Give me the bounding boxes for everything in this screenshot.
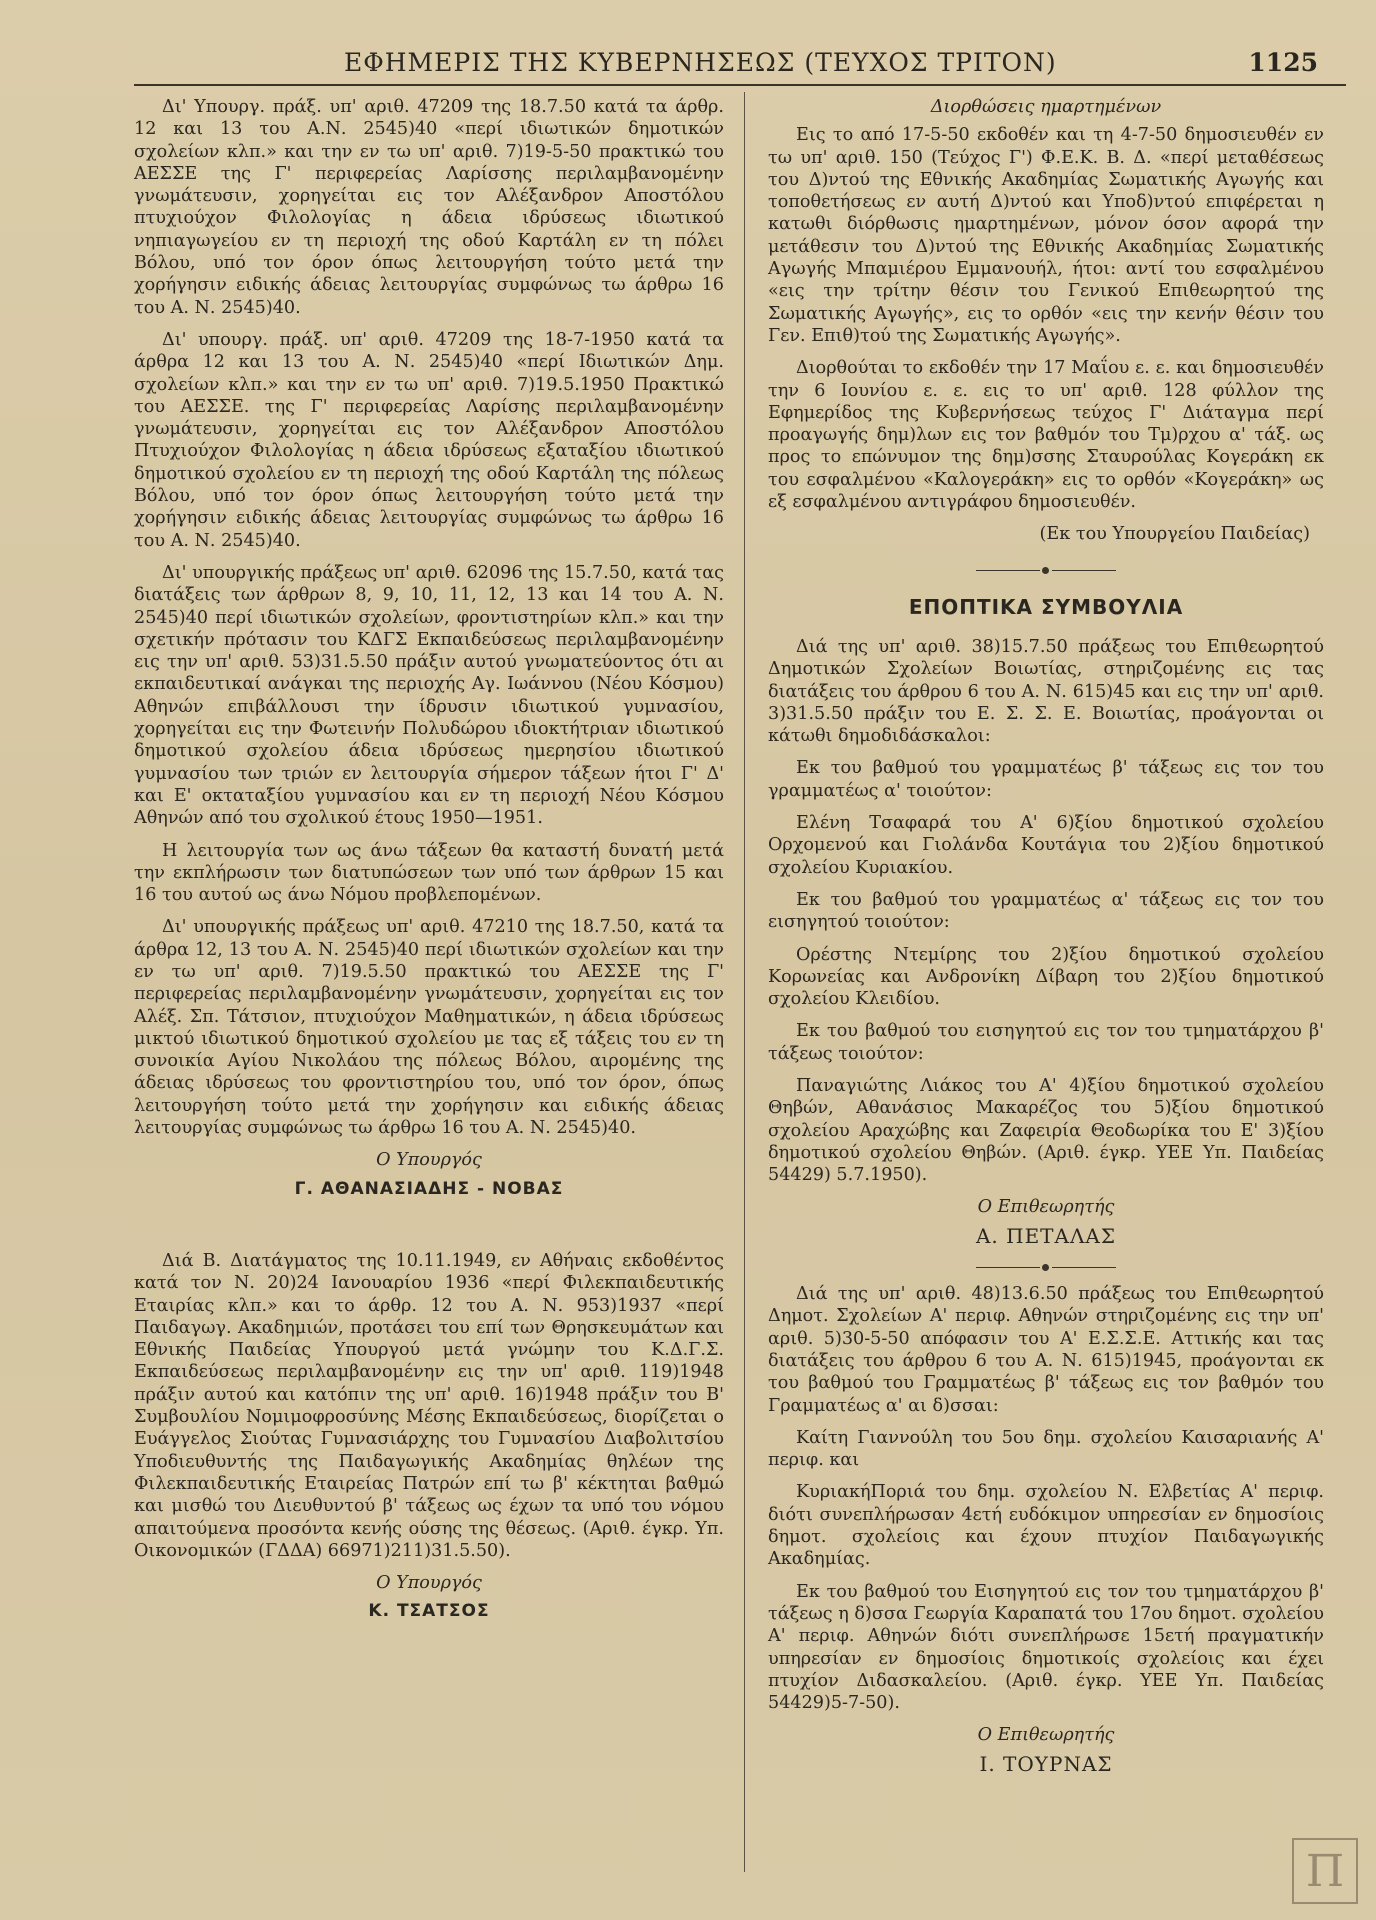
paragraph: Η λειτουργία των ως άνω τάξεων θα καταστή δυνατή μετά την εκπλήρωσιν των διατυπώσεων των υπό των άρθρων 15 και 16 του αυτού ως άνω Νόμου προβλεπομένων. — [134, 840, 724, 906]
spacer — [134, 1214, 724, 1250]
paragraph: ΚυριακήΠοριά του δημ. σχολείου Ν. Ελβετίας Α' περιφ. διότι συνεπλήρωσαν 4ετή ευδόκιμον υπηρεσίαν εν δημοσίοις δημοτ. σχολείοις και έχουν πτυχίον Παιδαγωγικής Ακαδημίας. — [768, 1482, 1324, 1570]
paragraph: Δι' υπουργικής πράξεως υπ' αριθ. 47210 της 18.7.50, κατά τα άρθρα 12, 13 του Α. Ν. 2545)40 περί ιδιωτικών σχολείων και την εν τω υπ' αριθ. 7)19.5.50 πρακτικώ του ΑΕΣΣΕ της Γ' περιφερείας περιλαμβανομένην γνωμάτευσιν, χορηγείται εις τον Αλέξ. Σπ. Τάτσιον, πτυχιούχον Μαθηματικών, η άδεια ιδρύσεως μικτού ιδιωτικού δημοτικού σχολείου με τας εξ τάξεις του εν τη συνοικία Αγίου Νικολάου της πόλεως Βόλου, αιρομένης της άδειας ιδρύσεως του φροντιστηρίου του, υπό τον όρον, όπως λειτουργήση τούτο μετά την χορήγησιν και ειδικής άδειας λειτουργίας συμφώνως τω άρθρω 16 του Α. Ν. 2545)40. — [134, 917, 724, 1139]
ornament-divider — [976, 564, 1116, 578]
signature-role: Ο Επιθεωρητής — [977, 1197, 1115, 1218]
section-heading: ΕΠΟΠΤΙΚΑ ΣΥΜΒΟΥΛΙΑ — [908, 594, 1184, 619]
page-number: 1125 — [1248, 48, 1318, 77]
signature-role: Ο Υπουργός — [376, 1573, 482, 1594]
signature-role: Ο Υπουργός — [376, 1150, 482, 1171]
ornament-divider — [976, 1261, 1116, 1275]
gazette-title: ΕΦΗΜΕΡΙΣ ΤΗΣ ΚΥΒΕΡΝΗΣΕΩΣ (ΤΕΥΧΟΣ ΤΡΙΤΟΝ) — [344, 48, 1057, 77]
paragraph: Δι' υπουργικής πράξεως υπ' αριθ. 62096 της 15.7.50, κατά τας διατάξεις των άρθρων 8, 9, 10, 11, 12, 13 και 14 του Α. Ν. 2545)40 περί ιδιωτικών σχολείων, φροντιστηρίων κλπ.» και την σχετικήν πρότασιν του ΚΔΓΣ Εκπαιδεύσεως περιλαμβανομένην εις την υπ' αριθ. 53)31.5.50 πράξιν αυτού γνωματεύοντος ότι αι εκπαιδευτικαί ανάγκαι της περιοχής Αγ. Ιωάννου (Νέου Κόσμου) Αθηνών επιβάλλουσι την ίδρυσιν ιδιωτικού γυμνασίου, χορηγείται εις την Φωτεινήν Πολυδώρου ιδιοκτήτριαν ιδιωτικού δημοτικού σχολείου άδεια ιδρύσεως ημερησίου ιδιωτικού γυμνασίου των τριών εν λειτουργία σήμερον τάξεων ήτοι Γ' Δ' και Ε' οκταταξίου γυμνασίου και εν τη περιοχή Νέου Κόσμου Αθηνών από του σχολικού έτους 1950—1951. — [134, 562, 724, 829]
paragraph: Διά Β. Διατάγματος της 10.11.1949, εν Αθήναις εκδοθέντος κατά τον Ν. 20)24 Ιανουαρίου 1936 «περί Φιλεκπαιδευτικής Εταιρίας κλπ.» και το άρθρ. 12 του Α. Ν. 953)1937 «περί Παιδαγωγ. Ακαδημιών, προτάσει του επί των Θρησκευμάτων και Εθνικής Παιδείας Υπουργού μετά γνώμην του Κ.Δ.Γ.Σ. Εκπαιδεύσεως περιλαμβανομένην εις την υπ' αριθ. 119)1948 πράξιν αυτού και κατόπιν της υπ' αριθ. 16)1948 πράξιν του Β' Συμβουλίου Νομιμοφροσύνης Μέσης Εκπαιδεύσεως, διορίζεται ο Ευάγγελος Σιούτας Γυμνασιάρχης του Γυμνασίου Διαβολιτσίου Υποδιευθυντής της Παιδαγωγικής Ακαδημίας θηλέων της Φιλεκπαιδευτικής Εταιρείας Πατρών επί τω β' κέκτηται βαθμώ και μισθώ του Διευθυντού β' τάξεως ως έχων τα υπό του νόμου απαιτούμενα προσόντα κενής ούσης της θέσεως. (Αριθ. έγκρ. Υπ. Οικονομικών (ΓΔΔΑ) 66971)211)31.5.50). — [134, 1250, 724, 1561]
paragraph: Ελένη Τσαφαρά του Α' 6)ξίου δημοτικού σχολείου Ορχομενού και Γιολάνδα Κουτάγια του 2)ξίου δημοτικού σχολείου Κυριακίου. — [768, 813, 1324, 878]
column-rule — [744, 92, 745, 1872]
paragraph: Δι' Υπουργ. πράξ. υπ' αριθ. 47209 της 18.7.50 κατά τα άρθρ. 12 και 13 του Α.Ν. 2545)40 «περί ιδιωτικών δημοτικών σχολείων κλπ.» και την εν τω υπ' αριθ. 7)19-5-50 πρακτικώ του ΑΕΣΣΕ της Γ' περιφερείας Λαρίσσης περιλαμβανομένην γνωμάτευσιν, χορηγείται εις τον Αλέξανδρον Αποστόλου πτυχιούχον Φιλολογίας η άδεια ιδρύσεως ιδιωτικού νηπιαγωγείου εν τη περιοχή της οδού Καρτάλη εν τη πόλει Βόλου, υπό τον όρον όπως λειτουργήση τούτο μετά την χορήγησιν ειδικής άδειας λειτουργίας συμφώνως τω άρθρω 16 του Α. Ν. 2545)40. — [134, 97, 724, 318]
right-column — [768, 96, 1324, 1789]
left-column — [134, 96, 724, 1637]
pi-library-stamp-icon: Π — [1292, 1838, 1358, 1904]
paragraph: Εκ του βαθμού του εισηγητού εις τον του τμηματάρχου β' τάξεως τοιούτον: — [768, 1021, 1324, 1064]
paragraph: Καίτη Γιαννούλη του 5ου δημ. σχολείου Καισαριανής Α' περιφ. και — [768, 1427, 1324, 1471]
signature-role: Ο Επιθεωρητής — [977, 1725, 1115, 1746]
paragraph: Ορέστης Ντεμίρης του 2)ξίου δημοτικού σχολείου Κορωνείας και Ανδρονίκη Δίβαρη του 2)ξίου δημοτικού σχολείου Κλειδίου. — [768, 944, 1324, 1010]
signature-name: Α. ΠΕΤΑΛΑΣ — [975, 1223, 1116, 1248]
signature-name: Γ. ΑΘΑΝΑΣΙΑΔΗΣ - ΝΟΒΑΣ — [294, 1178, 564, 1199]
signature-name: Κ. ΤΣΑΤΣΟΣ — [368, 1601, 490, 1622]
paragraph: Εκ του βαθμού του γραμματέως α' τάξεως εις τον του εισηγητού τοιούτον: — [768, 889, 1324, 933]
paragraph: Δι' υπουργ. πράξ. υπ' αριθ. 47209 της 18-7-1950 κατά τα άρθρα 12 και 13 του Α. Ν. 2545)40 «περί Ιδιωτικών Δημ. σχολείων κλπ.» και την εν τω υπ' αριθ. 7)19.5.1950 Πρακτικώ του ΑΕΣΣΕ. της Γ' περιφερείας Λαρίσης περιλαμβανομένην γνωμάτευσιν, χορηγείται εις τον Αλέξανδρον Αποστόλου Πτυχιούχον Φιλολογίας η άδεια ιδρύσεως εξαταξίου ιδιωτικού δημοτικού σχολείου εν τη περιοχή της οδού Καρτάλη της πόλεως Βόλου, υπό τον όρον όπως λειτουργήση τούτο μετά την χορήγησιν ειδικής άδειας λειτουργίας συμφώνως τω άρθρω 16 του Α. Ν. 2545)40. — [134, 329, 724, 551]
paragraph: Διορθούται το εκδοθέν την 17 Μαΐου ε. ε. και δημοσιευθέν την 6 Ιουνίου ε. ε. εις το υπ' αριθ. 128 φύλλον της Εφημερίδος της Κυβερνήσεως τεύχος Γ' Διάταγμα περί προαγωγής δημ)λων εις τον βαθμόν του Τμ)ρχου α' τάξ. ως προς το επώνυμον της δημ)σσης Σταυρούλας Κογεράκη εκ του εσφαλμένου «Καλογεράκη» εις το ορθόν «Κογεράκη» ως εξ εσφαλμένου αντιγράφου δημοσιευθέν. — [768, 358, 1324, 513]
paragraph: Εκ του βαθμού του γραμματέως β' τάξεως εις τον του γραμματέως α' τοιούτον: — [768, 758, 1324, 801]
paragraph: Διά της υπ' αριθ. 48)13.6.50 πράξεως του Επιθεωρητού Δημοτ. Σχολείων Α' περιφ. Αθηνών στηριζομένης εις την υπ' αριθ. 5)30-5-50 απόφασιν του Α' Ε.Σ.Σ.Ε. Αττικής και τας διατάξεις του άρθρου 6 του Α. Ν. 615)1945, προάγονται εκ του βαθμού του Γραμματέως β' τάξεως εις τον βαθμόν του Γραμματέως α' αι δ)σσαι: — [768, 1284, 1324, 1416]
page-header — [134, 44, 1346, 86]
paragraph: Παναγιώτης Λιάκος του Α' 4)ξίου δημοτικού σχολείου Θηβών, Αθανάσιος Μακαρέζος του 5)ξίου δημοτικού σχολείου Αραχώβης και Ζαφειρία Θεοδωρίκα του Ε' 3)ξίου δημοτικού σχολείου Θηβών. (Αριθ. έγκρ. ΥΕΕ Υπ. Παιδείας 54429) 5.7.1950). — [768, 1075, 1324, 1186]
corrections-heading: Διορθώσεις ημαρτημένων — [930, 97, 1162, 117]
signature-name: Ι. ΤΟΥΡΝΑΣ — [979, 1751, 1113, 1776]
source-note: (Εκ του Υπουργείου Παιδείας) — [1039, 524, 1310, 545]
paragraph: Εκ του βαθμού του Εισηγητού εις τον του τμηματάρχου β' τάξεως η δ)σσα Γεωργία Καραπατά του 17ου δημοτ. σχολείου Α' περιφ. Αθηνών διότι συνεπλήρωσε 15ετή πραγματικήν υπηρεσίαν εν δημοσίοις δημοτικοίς σχολείοις και έχει πτυχίον Διδασκαλείου. (Αριθ. έγκρ. ΥΕΕ Υπ. Παιδείας 54429)5-7-50). — [768, 1581, 1324, 1714]
paragraph: Εις το από 17-5-50 εκδοθέν και τη 4-7-50 δημοσιευθέν εν τω υπ' αριθ. 150 (Τεύχος Γ') Φ.Ε.Κ. Β. Δ. «περί μεταθέσεως του Δ)ντού της Εθνικής Ακαδημίας Σωματικής Αγωγής και τοποθετήσεως εν αυτή Δ)ντού και Υποδ)ντού επιφέρεται η κατωθι διόρθωσις ημαρτημένων, μόνον όσον αφορά την μετάθεσιν του Δ)ντού της Εθνικής Ακαδημίας Σωματικής Αγωγής Μπαμιέρου Εμμανουήλ, ήτοι: αντί του εσφαλμένου «εις την τρίτην θέσιν του Γενικού Επιθεωρητού της Σωματικής Αγωγής», εις το ορθόν «εις την κενήν θέσιν του Γεν. Επιθ)τού της Σωματικής Αγωγής». — [768, 125, 1324, 346]
paragraph: Διά της υπ' αριθ. 38)15.7.50 πράξεως του Επιθεωρητού Δημοτικών Σχολείων Βοιωτίας, στηριζομένης εις τας διατάξεις του άρθρου 6 του Α. Ν. 615)45 και εις την υπ' αριθ. 3)31.5.50 πράξιν του Ε. Σ. Σ. Ε. Βοιωτίας, προάγονται οι κάτωθι δημοδιδάσκαλοι: — [768, 636, 1324, 747]
